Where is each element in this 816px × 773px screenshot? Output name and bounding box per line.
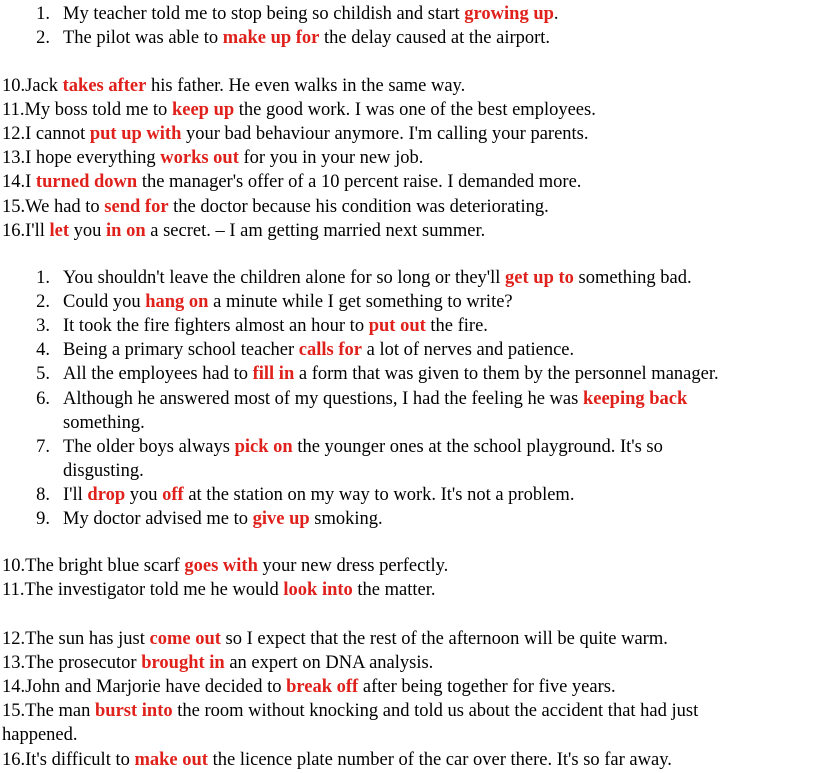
phrasal-verb-highlight: calls for — [298, 340, 362, 361]
list-number: 7. — [36, 436, 50, 457]
sentence-text: The older boys always — [63, 436, 235, 457]
sentence-text: you — [69, 220, 107, 241]
sentence-line — [2, 627, 668, 651]
sentence-text: My teacher told me to stop being so childish and start — [63, 4, 465, 24]
phrasal-verb-highlight: brought in — [141, 653, 225, 674]
list-item-text — [63, 338, 574, 362]
list-item-text — [63, 411, 145, 435]
sentence-text: something bad. — [573, 268, 692, 288]
phrasal-verb-highlight: get up to — [505, 268, 574, 288]
sentence-text: so I expect that the rest of the afternoon will be quite warm. — [220, 629, 668, 649]
phrasal-verb-highlight: takes after — [62, 76, 147, 96]
sentence-text: 12.The sun has just — [2, 629, 150, 649]
sentence-text: at the station on my way to work. It's not a problem. — [183, 484, 575, 505]
phrasal-verb-highlight: send for — [104, 196, 169, 217]
sentence-text: a form that was given to them by the personnel manager. — [294, 364, 719, 385]
phrasal-verb-highlight: come out — [149, 629, 221, 649]
sentence-text: 11.My boss told me to — [2, 100, 172, 121]
phrasal-verb-highlight: turned down — [35, 172, 138, 193]
sentence-text: 12.I cannot — [2, 124, 90, 145]
phrasal-verb-highlight: in on — [106, 220, 146, 241]
sentence-line — [2, 195, 549, 219]
sentence-line — [2, 554, 448, 578]
sentence-text: the younger ones at the school playground. It's so — [292, 436, 663, 457]
list-number: 5. — [36, 364, 50, 385]
sentence-text: a secret. – I am getting married next summer. — [145, 220, 486, 241]
list-item-text — [63, 435, 663, 459]
sentence-text: 14.John and Marjorie have decided to — [2, 677, 287, 698]
list-number: 1. — [36, 268, 50, 288]
phrasal-verb-highlight: let — [49, 220, 70, 241]
sentence-line — [2, 146, 423, 170]
phrasal-verb-highlight: give up — [252, 509, 310, 529]
sentence-text: the delay caused at the airport. — [319, 28, 551, 49]
sentence-line — [2, 578, 436, 602]
sentence-text: happened. — [2, 725, 78, 746]
phrasal-verb-highlight: hang on — [145, 292, 209, 313]
phrasal-verb-highlight: keeping back — [582, 388, 688, 409]
sentence-text: . — [553, 4, 559, 24]
sentence-text: the fire. — [425, 316, 488, 337]
sentence-text: You shouldn't leave the children alone for so long or they'll — [63, 268, 506, 288]
sentence-text: his father. He even walks in the same way. — [146, 76, 466, 96]
sentence-line — [2, 675, 616, 699]
sentence-text: My doctor advised me to — [63, 509, 253, 529]
phrasal-verb-highlight: look into — [283, 580, 353, 601]
sentence-text: a minute while I get something to write? — [208, 292, 513, 313]
list-item-text — [63, 507, 383, 531]
phrasal-verb-highlight: works out — [160, 148, 239, 169]
sentence-text: after being together for five years. — [358, 677, 616, 698]
sentence-text: 15.We had to — [2, 196, 105, 217]
sentence-text: a lot of nerves and patience. — [361, 340, 575, 361]
sentence-line — [2, 122, 589, 146]
list-item-text — [63, 26, 550, 50]
list-item-text — [63, 387, 687, 411]
sentence-text: The pilot was able to — [63, 28, 223, 49]
list-number: 2. — [36, 292, 50, 313]
phrasal-verb-highlight: pick on — [234, 436, 293, 457]
phrasal-verb-highlight: drop — [87, 484, 126, 505]
sentence-line — [2, 74, 465, 98]
sentence-text: 13.The prosecutor — [2, 653, 142, 674]
list-item-text — [63, 266, 692, 290]
sentence-text: something. — [63, 412, 145, 433]
sentence-text: the manager's offer of a 10 percent raise. I demanded more. — [137, 172, 582, 193]
sentence-line — [2, 651, 433, 675]
sentence-text: smoking. — [309, 509, 383, 529]
sentence-line — [2, 98, 596, 122]
sentence-line — [2, 748, 672, 772]
sentence-text: Could you — [63, 292, 146, 313]
sentence-text: your new dress perfectly. — [257, 556, 449, 576]
sentence-line — [2, 170, 581, 194]
list-item-text — [63, 459, 144, 483]
sentence-text: Being a primary school teacher — [63, 340, 299, 361]
phrasal-verb-highlight: put up with — [89, 124, 182, 145]
list-number: 8. — [36, 484, 50, 505]
sentence-text: All the employees had to — [63, 364, 253, 385]
sentence-line — [2, 219, 485, 243]
sentence-line — [2, 699, 698, 723]
sentence-text: an expert on DNA analysis. — [224, 653, 434, 674]
sentence-text: 10.Jack — [2, 76, 63, 96]
list-item-text — [63, 362, 719, 386]
sentence-text: 16.It's difficult to — [2, 749, 135, 770]
sentence-text: It took the fire fighters almost an hour to — [63, 316, 369, 337]
sentence-text: I'll — [63, 484, 88, 505]
sentence-text: 14.I — [2, 172, 36, 193]
list-number: 1. — [36, 4, 50, 24]
sentence-text: the licence plate number of the car over there. It's so far away. — [207, 749, 672, 770]
list-item-text — [63, 483, 574, 507]
phrasal-verb-highlight: break off — [286, 677, 359, 698]
list-number: 3. — [36, 316, 50, 337]
sentence-text: for you in your new job. — [238, 148, 424, 169]
phrasal-verb-highlight: make up for — [222, 28, 320, 49]
sentence-text: your bad behaviour anymore. I'm calling your parents. — [181, 124, 589, 145]
list-item-text — [63, 290, 513, 314]
sentence-text: 15.The man — [2, 701, 95, 722]
sentence-text: disgusting. — [63, 460, 144, 481]
sentence-text: 10.The bright blue scarf — [2, 556, 185, 576]
phrasal-verb-highlight: fill in — [252, 364, 295, 385]
list-item-text — [63, 2, 559, 26]
list-number: 2. — [36, 28, 50, 49]
phrasal-verb-highlight: off — [162, 484, 184, 505]
sentence-text: 16.I'll — [2, 220, 50, 241]
sentence-text: 13.I hope everything — [2, 148, 161, 169]
phrasal-verb-highlight: keep up — [171, 100, 235, 121]
sentence-text: the good work. I was one of the best employees. — [234, 100, 596, 121]
phrasal-verb-highlight: make out — [134, 749, 208, 770]
sentence-text: you — [125, 484, 163, 505]
list-number: 9. — [36, 509, 50, 529]
list-item-text — [63, 314, 488, 338]
phrasal-verb-highlight: burst into — [95, 701, 173, 722]
list-number: 6. — [36, 388, 50, 409]
sentence-text: the matter. — [352, 580, 436, 601]
list-number: 4. — [36, 340, 50, 361]
sentence-text: Although he answered most of my questions, I had the feeling he was — [63, 388, 583, 409]
sentence-text: 11.The investigator told me he would — [2, 580, 284, 601]
sentence-text: the room without knocking and told us about the accident that had just — [172, 701, 699, 722]
phrasal-verb-highlight: put out — [368, 316, 426, 337]
sentence-text: the doctor because his condition was deteriorating. — [168, 196, 549, 217]
phrasal-verb-highlight: goes with — [184, 556, 258, 576]
phrasal-verb-highlight: growing up — [464, 4, 554, 24]
sentence-line — [2, 723, 78, 747]
